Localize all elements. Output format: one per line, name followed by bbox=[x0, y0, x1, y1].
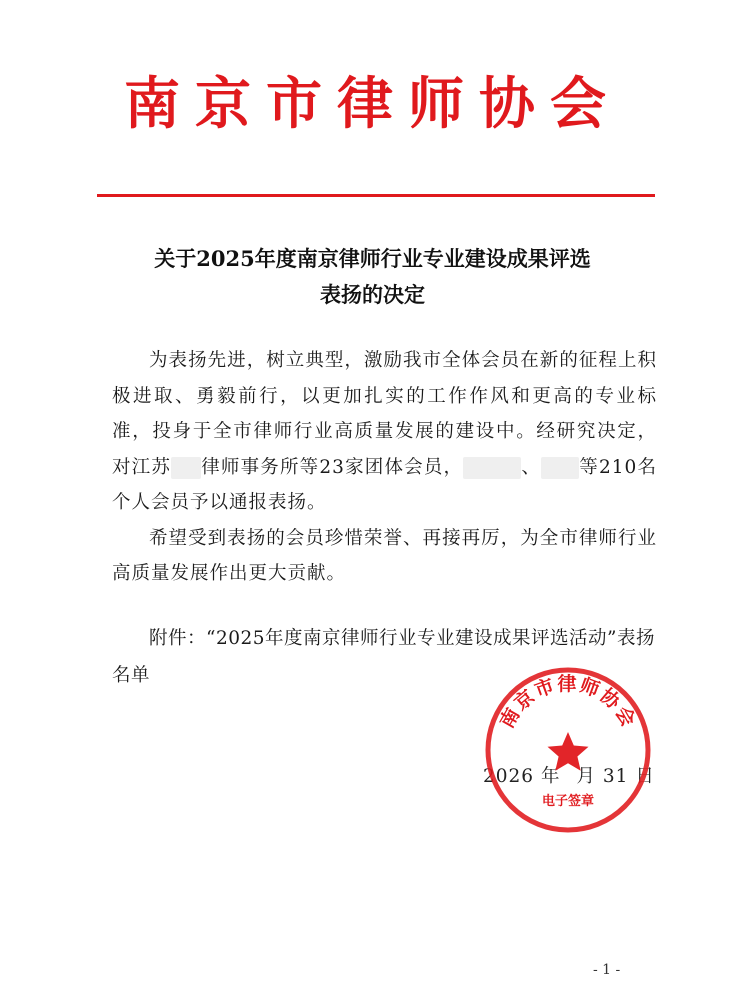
document-title bbox=[0, 241, 745, 313]
paragraph-2: 希望受到表扬的会员珍惜荣誉、再接再厉，为全市律师行业高质量发展作出更大贡献。 bbox=[112, 527, 657, 584]
redacted-text bbox=[541, 457, 579, 479]
date-month-char: 月 bbox=[576, 766, 597, 787]
attachment-text: 附件：“2025年度南京律师行业专业建设成果评选活动”表扬名单 bbox=[112, 628, 655, 686]
paragraph-1-part-c: 等210名个人会员予以通报表扬。 bbox=[112, 456, 657, 513]
paragraph-1-part-b: 律师事务所等23家团体会员， bbox=[201, 456, 464, 478]
redacted-text bbox=[171, 457, 201, 479]
title-line-1: 关于2025年度南京律师行业专业建设成果评选 bbox=[154, 246, 591, 271]
seal-bottom-text: 电子签章 bbox=[541, 794, 595, 809]
page-number: - 1 - bbox=[593, 962, 621, 978]
star-icon bbox=[548, 732, 589, 771]
letterhead-red-rule bbox=[97, 194, 655, 197]
date-year: 2026 bbox=[483, 766, 535, 787]
redacted-text bbox=[463, 457, 521, 479]
official-seal bbox=[483, 665, 653, 835]
title-line-2: 表扬的决定 bbox=[320, 282, 425, 307]
date-day: 31 bbox=[602, 766, 629, 787]
date-year-char: 年 bbox=[540, 766, 561, 787]
paragraph-1: 为表扬先进，树立典型，激励我市全体会员在新的征程上积极进取、勇毅前行，以更加扎实的工作作风和更高的专业标准，投身于全市律师行业高质量发展的建设中。经研究决定，对江苏 律师事务所等23家团体会员， 、 等210名个人会员予以通报表扬。 bbox=[112, 350, 657, 513]
seal-org-text: 南京市律师协会 bbox=[495, 673, 641, 733]
paragraph-1-part-a: 为表扬先进，树立典型，激励我市全体会员在新的征程上积极进取、勇毅前行，以更加扎实的工作作风和更高的专业标准，投身于全市律师行业高质量发展的建设中。经研究决定，对江苏 bbox=[112, 350, 657, 478]
letterhead-title: 南京市律师协会 bbox=[124, 71, 621, 137]
document-body bbox=[112, 343, 657, 592]
date-day-char: 日 bbox=[635, 766, 655, 787]
